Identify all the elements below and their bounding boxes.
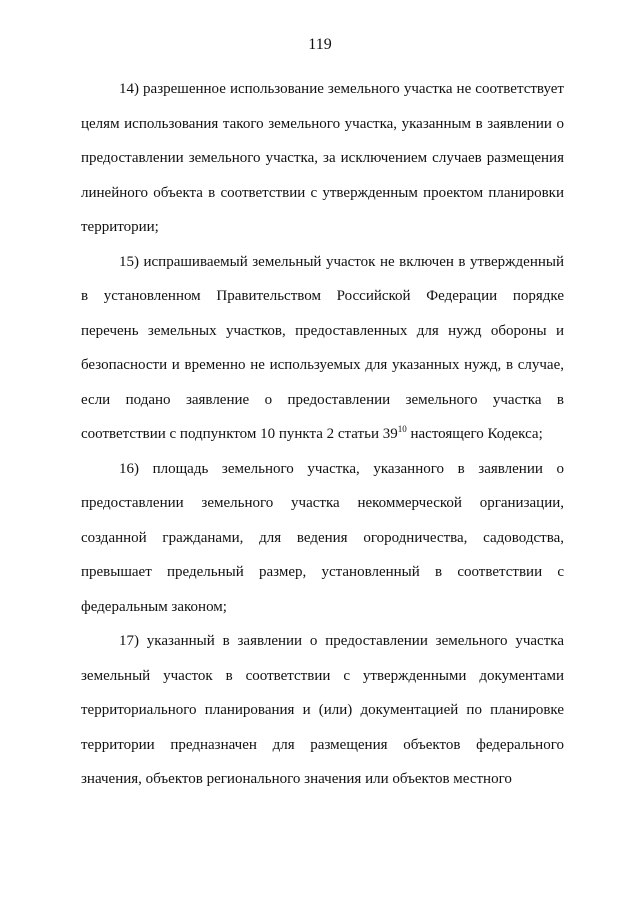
paragraph-15-text: 15) испрашиваемый земельный участок не включен в утвержденный в установленном Правительством Российской Федерации порядке перечень земельных участков, предоставленных для нужд обороны и безопасности и временно не используемых для указанных нужд, в случае, если подано заявление о предоставлении земельного участка в соответствии с подпунктом 10 пункта 2 статьи 39 bbox=[81, 253, 564, 442]
paragraph-15 bbox=[81, 245, 564, 452]
paragraph-15-tail: настоящего Кодекса; bbox=[406, 426, 543, 442]
paragraph-16: 16) площадь земельного участка, указанного в заявлении о предоставлении земельного участка некоммерческой организации, созданной гражданами, для ведения огородничества, садоводства, превышает предельный размер, установленный в соответствии с федеральным законом; bbox=[81, 460, 564, 615]
paragraph-17: 17) указанный в заявлении о предоставлении земельного участка земельный участок в соответствии с утвержденными документами территориального планирования и (или) документацией по планировке территории предназначен для размещения объектов федерального значения, объектов регионального значения или объектов местного bbox=[81, 633, 564, 787]
article-superscript: 10 bbox=[397, 424, 407, 434]
paragraph-14: 14) разрешенное использование земельного участка не соответствует целям использования такого земельного участка, указанным в заявлении о предоставлении земельного участка, за исключением случаев размещения линейного объекта в соответствии с утвержденным проектом планировки территории; bbox=[81, 81, 564, 235]
document-body bbox=[81, 72, 564, 797]
page-number: 119 bbox=[308, 36, 332, 53]
